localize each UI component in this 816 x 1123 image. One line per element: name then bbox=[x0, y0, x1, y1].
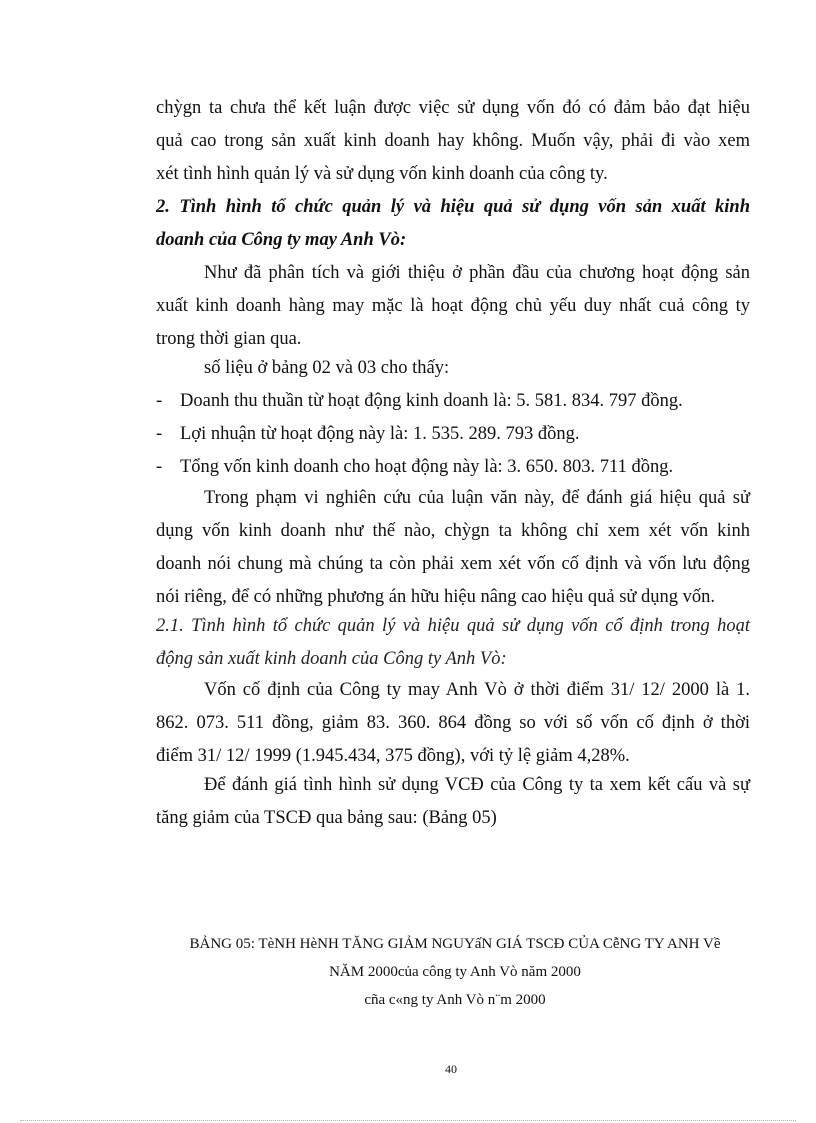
table-caption: BẢNG 05: TèNH HèNH TĂNG GIẢM NGUYấN GIÁ TSCĐ CỦA CễNG TY ANH Về bbox=[189, 936, 721, 952]
text-line: xuất kinh doanh hàng may mặc là hoạt động chủ yếu duy nhất cuả công ty bbox=[156, 296, 750, 316]
section-heading: doanh của Công ty may Anh Vò: bbox=[156, 230, 407, 250]
text-line: trong thời gian qua. bbox=[156, 329, 302, 349]
bullet-dash: - bbox=[156, 391, 163, 411]
bullet-dash: - bbox=[156, 424, 163, 444]
text-line: xét tình hình quản lý và sử dụng vốn kinh doanh của công ty. bbox=[156, 164, 608, 184]
bullet-dash: - bbox=[156, 457, 163, 477]
list-item: Doanh thu thuần từ hoạt động kinh doanh là: 5. 581. 834. 797 đồng. bbox=[180, 391, 683, 411]
text-line: Để đánh giá tình hình sử dụng VCĐ của Công ty ta xem kết cấu và sự bbox=[204, 775, 750, 795]
text-line: nói riêng, để có những phương án hữu hiệu nâng cao hiệu quả sử dụng vốn. bbox=[156, 587, 716, 607]
text-line: doanh nói chung mà chúng ta còn phải xem xét vốn cố định và vốn lưu động bbox=[156, 554, 750, 574]
text-line: Trong phạm vi nghiên cứu của luận văn này, để đánh giá hiệu quả sử bbox=[204, 488, 750, 508]
list-item: Lợi nhuận từ hoạt động này là: 1. 535. 289. 793 đồng. bbox=[180, 424, 580, 444]
text-line: số liệu ở bảng 02 và 03 cho thấy: bbox=[204, 358, 450, 378]
subsection-heading: 2.1. Tình hình tổ chức quản lý và hiệu quả sử dụng vốn cố định trong hoạt bbox=[156, 616, 750, 636]
text-line: dụng vốn kinh doanh như thế nào, chỳgn ta không chỉ xem xét vốn kinh bbox=[156, 521, 750, 541]
table-caption: cña c«ng ty Anh Vò n¨m 2000 bbox=[364, 992, 546, 1008]
table-caption: NĂM 2000của công ty Anh Vò năm 2000 bbox=[329, 964, 581, 980]
text-line: điểm 31/ 12/ 1999 (1.945.434, 375 đồng), với tỷ lệ giảm 4,28%. bbox=[156, 746, 630, 766]
text-line: 862. 073. 511 đồng, giảm 83. 360. 864 đồng so với số vốn cố định ở thời bbox=[156, 713, 750, 733]
text-line: Như đã phân tích và giới thiệu ở phần đầu của chương hoạt động sản bbox=[204, 263, 750, 283]
text-line: Vốn cố định của Công ty may Anh Vò ở thời điểm 31/ 12/ 2000 là 1. bbox=[204, 680, 750, 700]
text-line: chỳgn ta chưa thể kết luận được việc sử dụng vốn đó có đảm bảo đạt hiệu bbox=[156, 98, 750, 118]
page-number: 40 bbox=[445, 1062, 457, 1076]
section-heading: 2. Tình hình tổ chức quản lý và hiệu quả sử dụng vốn sản xuất kinh bbox=[156, 197, 750, 217]
list-item: Tổng vốn kinh doanh cho hoạt động này là: 3. 650. 803. 711 đồng. bbox=[180, 457, 674, 477]
subsection-heading: động sản xuất kinh doanh của Công ty Anh Vò: bbox=[156, 649, 507, 669]
text-line: quả cao trong sản xuất kinh doanh hay không. Muốn vậy, phải đi vào xem bbox=[156, 131, 750, 151]
page-bottom-rule bbox=[20, 1120, 796, 1121]
text-line: tăng giảm của TSCĐ qua bảng sau: (Bảng 05) bbox=[156, 808, 497, 828]
